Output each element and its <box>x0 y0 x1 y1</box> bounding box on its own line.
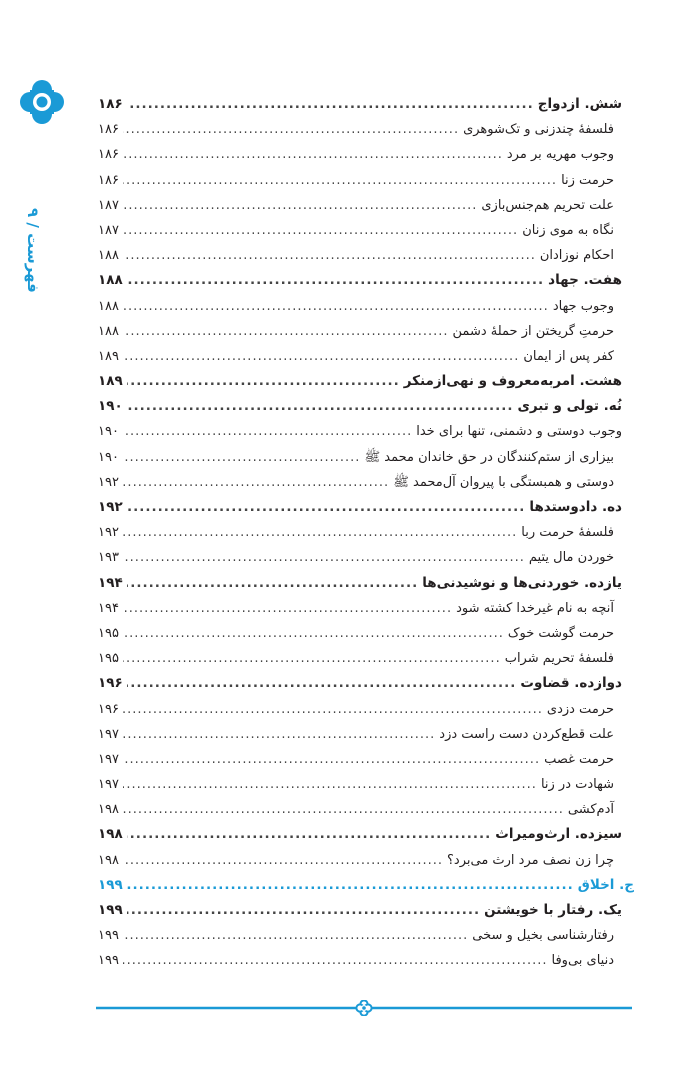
toc-entry-title: احکام نوزادان <box>539 248 614 264</box>
toc-subentry[interactable] <box>98 193 634 218</box>
leader-dots <box>123 344 519 369</box>
leader-dots <box>123 470 389 495</box>
toc-heading[interactable] <box>98 268 634 293</box>
toc-subentry[interactable] <box>98 168 634 193</box>
toc-subentry[interactable] <box>98 722 634 747</box>
toc-subentry[interactable] <box>98 319 634 344</box>
toc-page-number: ۱۸۶ <box>98 122 119 138</box>
leader-dots <box>123 142 503 167</box>
leader-dots <box>127 394 514 419</box>
toc-entry-title: شهادت در زنا <box>540 777 614 793</box>
toc-page-number: ۱۸۶ <box>98 147 119 163</box>
toc-page-number: ۱۹۲ <box>98 499 123 515</box>
toc-page-number: ۱۹۶ <box>98 701 119 717</box>
toc-entry-title: دوازده. قضاوت <box>520 675 622 692</box>
toc-entry-title: رفتارشناسی بخیل و سخی <box>472 928 614 944</box>
toc-page-number: ۱۹۴ <box>98 600 119 616</box>
toc-entry-title: دنیای بی‌وفا <box>551 953 614 969</box>
toc-subentry[interactable] <box>98 596 634 621</box>
toc-subentry[interactable] <box>98 142 634 167</box>
toc-page-number: ۱۸۷ <box>98 197 119 213</box>
toc-subentry[interactable] <box>98 747 634 772</box>
toc-entry-title: دوستی و همبستگی با پیروان آل‌محمد ﷺ <box>393 474 614 490</box>
flower-logo-icon <box>20 80 64 124</box>
toc-page-number: ۱۹۶ <box>98 675 123 692</box>
table-of-contents <box>98 92 634 974</box>
toc-subentry[interactable] <box>98 344 634 369</box>
toc-page-number: ۱۸۸ <box>98 323 119 339</box>
toc-subentry[interactable] <box>98 697 634 722</box>
leader-dots <box>123 294 549 319</box>
toc-entry-title: یک. رفتار با خویشتن <box>484 902 622 918</box>
toc-entry-title: وجوب دوستی و دشمنی، تنها برای خدا <box>416 424 622 440</box>
toc-page-number: ۱۹۹ <box>98 953 119 969</box>
leader-dots <box>127 92 534 117</box>
toc-entry-title: حرمت زنا <box>561 172 614 188</box>
leader-dots <box>123 772 537 797</box>
leader-dots <box>123 797 564 822</box>
toc-entry-title: علت تحریم هم‌جنس‌بازی <box>481 197 614 213</box>
toc-page-number: ۱۹۵ <box>98 651 119 667</box>
toc-subentry[interactable] <box>98 848 634 873</box>
leader-dots <box>123 218 518 243</box>
toc-page-number: ۱۹۸ <box>98 852 119 868</box>
toc-heading[interactable] <box>98 369 634 394</box>
toc-entry-title: خوردن مال یتیم <box>528 550 614 566</box>
leader-dots <box>123 646 501 671</box>
page-header-label: فهرست / ۹ <box>24 208 42 293</box>
toc-heading[interactable] <box>98 822 634 847</box>
toc-heading[interactable] <box>98 92 634 117</box>
toc-entry-title: آدم‌کشی <box>567 802 614 818</box>
toc-page-number: ۱۸۷ <box>98 222 119 238</box>
toc-subentry[interactable] <box>98 646 634 671</box>
toc-subentry[interactable] <box>98 797 634 822</box>
toc-entry-title: چرا زن نصف مرد ارث می‌برد؟ <box>447 852 614 868</box>
toc-entry-title: سیزده. ارث‌ومیراث <box>495 826 622 843</box>
toc-entry-title: ج. اخلاق <box>577 876 634 893</box>
toc-entry-title: یازده. خوردنی‌ها و نوشیدنی‌ها <box>422 574 622 591</box>
leader-dots <box>123 445 360 470</box>
toc-subentry[interactable] <box>98 621 634 646</box>
leader-dots <box>123 243 536 268</box>
toc-entry-title: فلسفهٔ تحریم شراب <box>504 651 614 667</box>
toc-page-number: ۱۸۸ <box>98 248 119 264</box>
leader-dots <box>127 898 480 923</box>
leader-dots <box>123 117 459 142</box>
toc-subentry[interactable] <box>98 520 634 545</box>
toc-page-number: ۱۸۹ <box>98 373 123 390</box>
toc-subentry[interactable] <box>98 445 634 470</box>
toc-entry-title: حرمت غصب <box>544 751 614 767</box>
toc-subentry[interactable] <box>98 923 634 948</box>
toc-page-number: ۱۸۸ <box>98 272 123 289</box>
toc-page-number: ۱۹۹ <box>98 902 123 918</box>
toc-page-number: ۱۹۴ <box>98 574 123 591</box>
toc-entry-title: وجوب مهریه بر مرد <box>506 147 614 163</box>
toc-page-number: ۱۹۷ <box>98 751 119 767</box>
toc-heading[interactable] <box>98 394 634 419</box>
toc-page-number: ۱۹۹ <box>98 928 119 944</box>
leader-dots <box>123 168 557 193</box>
toc-page-number: ۱۹۸ <box>98 826 123 843</box>
toc-entry-title: علت قطع‌کردن دست راست دزد <box>439 726 614 742</box>
toc-page-number: ۱۹۷ <box>98 777 119 793</box>
toc-entry-title: نُه. تولی و تبری <box>517 398 622 415</box>
leader-dots <box>123 621 504 646</box>
side-tab <box>14 80 70 293</box>
leader-dots <box>123 419 412 444</box>
toc-entry-title: آنچه به نام غیرخدا کشته شود <box>456 600 614 616</box>
toc-subentry[interactable] <box>98 470 634 495</box>
toc-page-number: ۱۸۶ <box>98 172 119 188</box>
leader-dots <box>123 319 449 344</box>
toc-entry-title: هشت. امربه‌معروف و نهی‌ازمنکر <box>403 373 622 390</box>
toc-heading[interactable] <box>98 898 634 923</box>
toc-subentry[interactable] <box>98 243 634 268</box>
toc-entry-title: حرمت دزدی <box>546 701 614 717</box>
toc-heading[interactable] <box>98 671 634 696</box>
leader-dots <box>123 520 517 545</box>
toc-page-number: ۱۹۹ <box>98 876 123 893</box>
toc-entry-title: کفر پس از ایمان <box>523 348 614 364</box>
leader-dots <box>123 747 540 772</box>
toc-entry-title: نگاه به موی زنان <box>522 222 614 238</box>
toc-entry-title: حرمت گوشت خوک <box>507 625 614 641</box>
toc-page-number: ۱۹۲ <box>98 474 119 490</box>
toc-part-heading[interactable] <box>98 873 634 898</box>
toc-page-number: ۱۹۳ <box>98 550 119 566</box>
toc-page-number: ۱۸۶ <box>98 96 123 112</box>
toc-subentry[interactable] <box>98 117 634 142</box>
toc-entry-title: وجوب جهاد <box>552 298 614 314</box>
toc-page-number: ۱۹۰ <box>98 398 123 415</box>
toc-entry-title: هفت. جهاد <box>548 272 622 289</box>
toc-entry-title: فلسفهٔ چندزنی و تک‌شوهری <box>463 122 614 138</box>
toc-subentry[interactable] <box>98 545 634 570</box>
toc-subentry[interactable] <box>98 218 634 243</box>
leader-dots <box>127 671 517 696</box>
toc-heading[interactable] <box>98 571 634 596</box>
leader-dots <box>123 193 477 218</box>
toc-page-number: ۱۹۷ <box>98 726 119 742</box>
toc-page-number: ۱۸۹ <box>98 348 119 364</box>
leader-dots <box>127 495 526 520</box>
toc-page-number: ۱۹۰ <box>98 424 119 440</box>
leader-dots <box>127 369 400 394</box>
footer-flower-icon <box>356 1000 371 1015</box>
toc-page-number: ۱۸۸ <box>98 298 119 314</box>
leader-dots <box>127 873 574 898</box>
leader-dots <box>123 722 435 747</box>
toc-heading[interactable] <box>98 495 634 520</box>
leader-dots <box>127 571 419 596</box>
leader-dots <box>123 848 443 873</box>
leader-dots <box>127 268 544 293</box>
toc-subentry[interactable] <box>98 772 634 797</box>
toc-page-number: ۱۹۲ <box>98 525 119 541</box>
leader-dots <box>123 697 543 722</box>
toc-entry-title: حرمتِ گریختن از حملهٔ دشمن <box>452 323 614 339</box>
toc-page-number: ۱۹۸ <box>98 802 119 818</box>
leader-dots <box>123 948 548 973</box>
toc-entry-title: فلسفهٔ حرمت ربا <box>521 525 614 541</box>
leader-dots <box>123 923 468 948</box>
leader-dots <box>123 545 525 570</box>
toc-page-number: ۱۹۰ <box>98 449 119 465</box>
leader-dots <box>127 822 492 847</box>
toc-page-number: ۱۹۵ <box>98 625 119 641</box>
toc-entry-title: بیزاری از ستم‌کنندگان در حق خاندان محمد ﷺ <box>364 449 614 465</box>
leader-dots <box>123 596 452 621</box>
footer-ornament <box>96 1000 632 1016</box>
toc-entry-title: ده. دادوستدها <box>529 499 622 515</box>
toc-entry-title: شش. ازدواج <box>537 96 622 112</box>
toc-subentry[interactable] <box>98 948 634 973</box>
toc-subentry[interactable] <box>98 294 634 319</box>
toc-heading[interactable] <box>98 419 634 444</box>
